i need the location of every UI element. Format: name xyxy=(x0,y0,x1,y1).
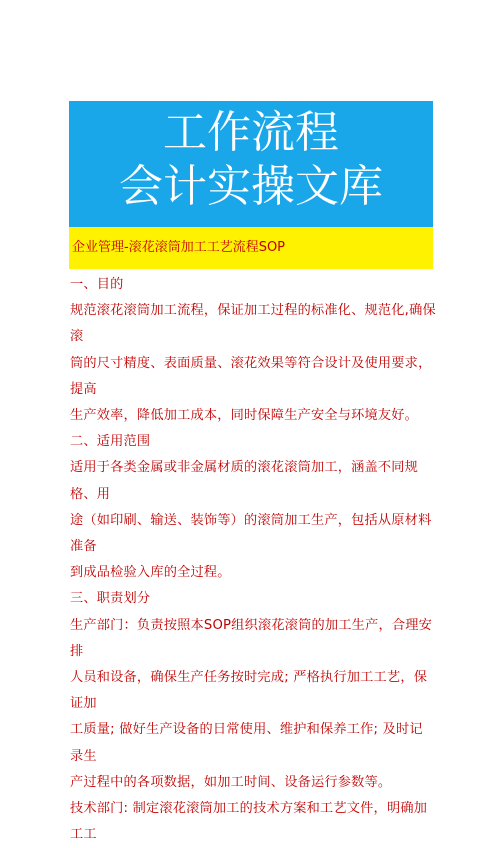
paragraph-line: 产过程中的各项数据，如加工时间、设备运行参数等。 xyxy=(70,774,392,790)
document-subtitle: 企业管理-滚花滚筒加工工艺流程SOP xyxy=(69,227,433,269)
paragraph-line: 人员和设备，确保生产任务按时完成; 严格执行加工工艺，保证加 xyxy=(70,670,428,712)
section-heading-scope: 二、适用范围 xyxy=(70,434,151,450)
paragraph-line: 到成品检验入库的全过程。 xyxy=(70,565,231,581)
paragraph-line: 技术部门: 制定滚花滚筒加工的技术方案和工艺文件，明确加工工 xyxy=(70,801,428,843)
paragraph-line: 工质量; 做好生产设备的日常使用、维护和保养工作; 及时记录生 xyxy=(70,722,423,764)
section-heading-purpose: 一、目的 xyxy=(70,277,124,292)
title-banner xyxy=(69,101,433,227)
document-body xyxy=(70,272,436,848)
paragraph-line: 规范滚花滚筒加工流程，保证加工过程的标准化、规范化,确保滚 xyxy=(70,303,436,345)
section-heading-responsibilities: 三、职责划分 xyxy=(70,591,151,607)
paragraph-line: 筒的尺寸精度、表面质量、滚花效果等符合设计及使用要求，提高 xyxy=(70,355,432,397)
banner-title-line1: 工作流程 xyxy=(163,107,339,158)
paragraph-line: 生产效率，降低加工成本，同时保障生产安全与环境友好。 xyxy=(70,408,419,424)
paragraph-line: 生产部门：负责按照本SOP组织滚花滚筒的加工生产，合理安排 xyxy=(70,617,432,659)
paragraph-line: 途（如印刷、输送、装饰等）的滚筒加工生产，包括从原材料准备 xyxy=(70,512,432,555)
paragraph-line: 适用于各类金属或非金属材质的滚花滚筒加工，涵盖不同规格、用 xyxy=(70,460,419,502)
banner-title-line2: 会计实操文库 xyxy=(119,161,383,212)
